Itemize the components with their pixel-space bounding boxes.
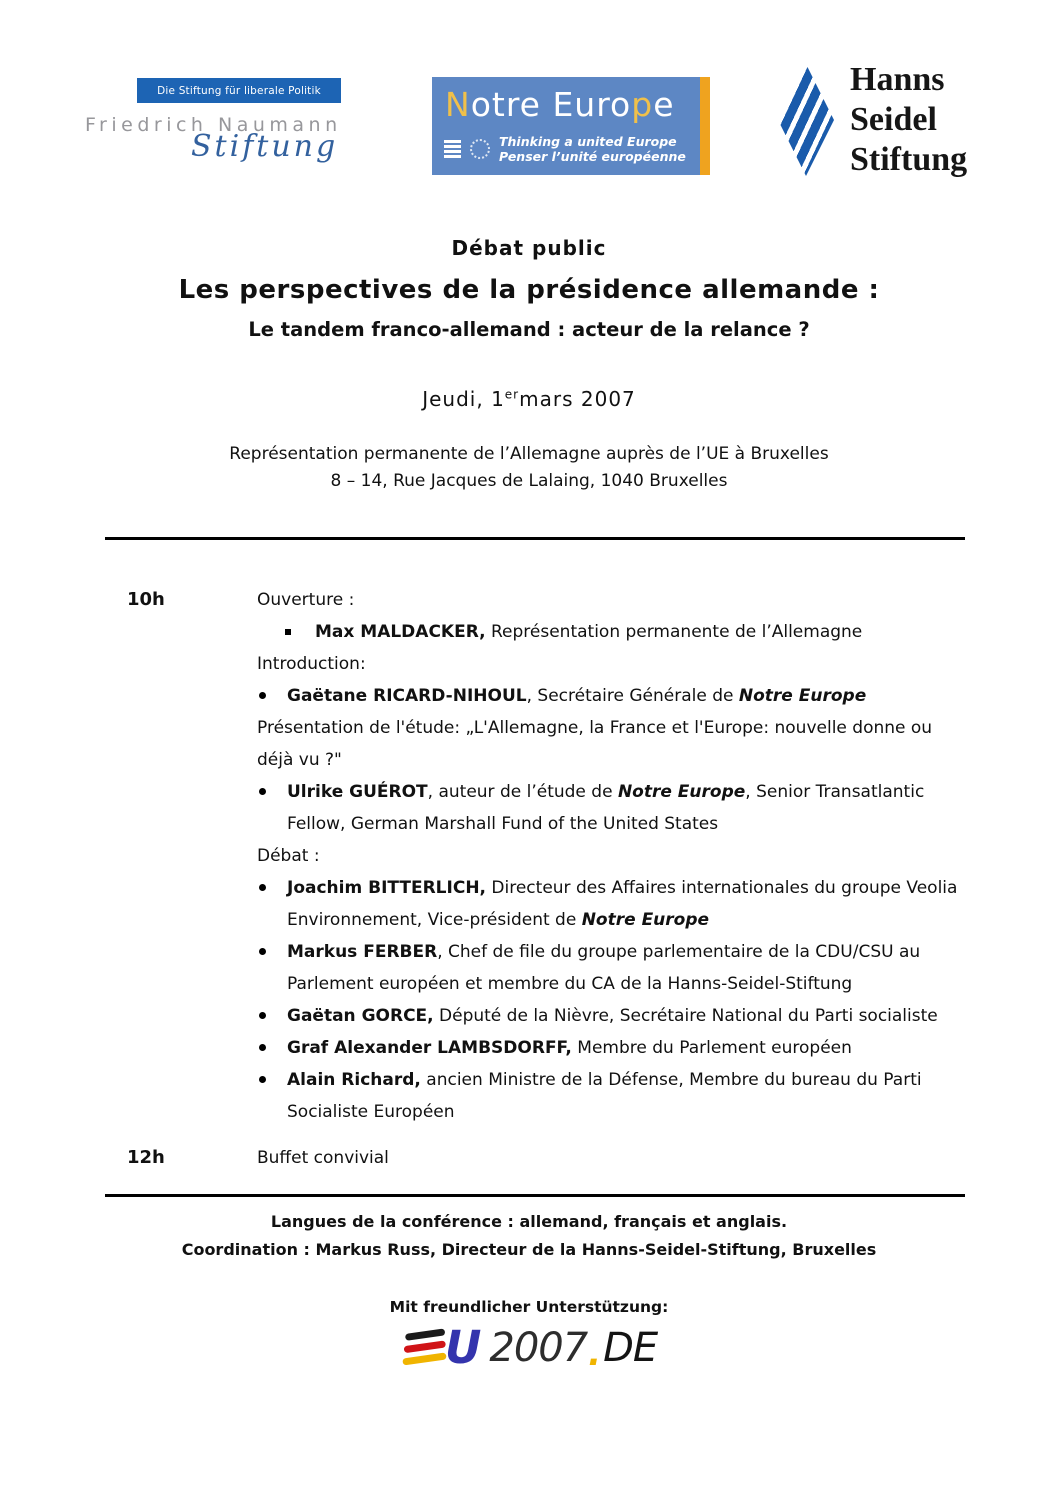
speaker-role: , auteur de l’étude de <box>427 782 618 802</box>
languages-line: Langues de la conférence : allemand, français et anglais. <box>270 1212 788 1231</box>
speaker-lambsdorff <box>257 1032 962 1064</box>
speaker-role: Membre du Parlement européen <box>571 1038 852 1058</box>
speaker-gorce <box>257 1000 962 1032</box>
round-bullet-icon <box>259 788 266 795</box>
fns-name: Friedrich Naumann <box>85 114 342 136</box>
notre-europe-logo <box>432 77 710 175</box>
speaker-name: Joachim BITTERLICH, <box>287 878 487 898</box>
speaker-name: Graf Alexander LAMBSDORFF, <box>287 1038 572 1058</box>
logo-band <box>0 0 1058 182</box>
eu2007-year: 2007 <box>489 1325 588 1371</box>
lines-icon <box>444 140 461 159</box>
speaker-name: Alain Richard, <box>287 1070 421 1090</box>
notre-europe-wordmark <box>445 85 675 124</box>
top-divider <box>105 537 965 540</box>
round-bullet-icon <box>259 948 266 955</box>
eu2007-u-letter: U <box>444 1320 482 1374</box>
speaker-org: Notre Europe <box>581 910 710 930</box>
date-rest: mars 2007 <box>519 387 636 411</box>
hss-line3: Stiftung <box>850 141 968 178</box>
speaker-role2: , Senior Transatlantic Fellow, German Marshall Fund of the United States <box>287 782 925 834</box>
ne-tagline-en: Thinking a united Europe <box>499 134 677 149</box>
date-main: Jeudi, 1 <box>422 387 505 411</box>
speaker-name: Gaëtan GORCE, <box>287 1006 434 1026</box>
speaker-ricard-nihoul <box>257 680 962 712</box>
venue-line1: Représentation permanente de l’Allemagne auprès de l’UE à Bruxelles <box>229 444 829 464</box>
round-bullet-icon <box>259 692 266 699</box>
schedule <box>0 584 1058 1174</box>
hss-diamond-icon <box>778 64 834 176</box>
time-label-12h: 12h <box>127 1147 165 1168</box>
speaker-guerot <box>257 776 962 840</box>
hss-line2: Seidel <box>850 101 937 138</box>
speaker-maldacker <box>257 616 962 648</box>
round-bullet-icon <box>259 1012 266 1019</box>
speaker-ferber <box>257 936 962 1000</box>
page-title: Les perspectives de la présidence allemande : <box>178 275 880 305</box>
ne-end: e <box>653 85 675 124</box>
speaker-role: Représentation permanente de l’Allemagne <box>485 622 863 642</box>
friedrich-naumann-logo <box>85 72 350 172</box>
ne-tagline-fr: Penser l’unité européenne <box>499 149 686 164</box>
venue-block <box>0 441 1058 495</box>
coordination-line: Coordination : Markus Russ, Directeur de la Hanns-Seidel-Stiftung, Bruxelles <box>181 1240 877 1259</box>
speaker-org: Notre Europe <box>617 782 746 802</box>
speaker-role: Directeur des Affaires internationales du groupe Veolia Environnement, Vice-président de <box>287 878 958 930</box>
speaker-role: Député de la Nièvre, Secrétaire National du Parti socialiste <box>433 1006 938 1026</box>
eu2007-dot: . <box>588 1334 602 1374</box>
eu-stars-circle-icon <box>470 139 490 159</box>
schedule-row-12h <box>127 1142 1058 1174</box>
fns-tagline: Die Stiftung für liberale Politik <box>157 84 321 97</box>
support-caption: Mit freundlicher Unterstützung: <box>389 1298 669 1316</box>
ne-mid: otre Euro <box>470 85 632 124</box>
fns-stiftung: Stiftung <box>191 129 339 164</box>
square-bullet-icon <box>285 629 291 635</box>
speaker-name: Gaëtane RICARD-NIHOUL <box>287 686 527 706</box>
hanns-seidel-logo <box>778 58 990 182</box>
bottom-divider <box>105 1194 965 1197</box>
ouverture-heading: Ouverture : <box>257 590 355 610</box>
speaker-role: , Chef de file du groupe parlementaire de la CDU/CSU au Parlement européen et membre du CA de la Hanns-Seidel-Stiftung <box>287 942 921 994</box>
speaker-name: Ulrike GUÉROT <box>287 782 428 802</box>
introduction-heading: Introduction: <box>257 654 366 674</box>
round-bullet-icon <box>259 1044 266 1051</box>
ne-accent-p: p <box>631 85 654 124</box>
schedule-row-10h <box>127 584 1058 1128</box>
page-subtitle: Le tandem franco-allemand : acteur de la relance ? <box>248 318 810 341</box>
notre-europe-gold-stripe <box>700 77 710 175</box>
speaker-role: , Secrétaire Générale de <box>526 686 739 706</box>
buffet-label: Buffet convivial <box>257 1148 389 1168</box>
speaker-bitterlich <box>257 872 962 936</box>
debat-heading: Débat : <box>257 846 320 866</box>
event-date <box>0 387 1058 411</box>
venue-line2: 8 – 14, Rue Jacques de Lalaing, 1040 Bruxelles <box>330 471 728 491</box>
session-content <box>257 584 962 1128</box>
speaker-name: Max MALDACKER, <box>315 622 486 642</box>
eu2007-de: DE <box>603 1325 658 1371</box>
eu2007-logo <box>399 1322 659 1374</box>
time-label-10h: 10h <box>127 589 165 610</box>
event-kicker: Débat public <box>451 236 607 260</box>
presentation-paragraph: Présentation de l'étude: „L'Allemagne, la France et l'Europe: nouvelle donne ou déjà vu ?" <box>257 718 933 770</box>
speaker-org: Notre Europe <box>738 686 867 706</box>
hss-line1: Hanns <box>850 61 945 98</box>
date-superscript: er <box>504 387 520 402</box>
speaker-richard <box>257 1064 962 1128</box>
round-bullet-icon <box>259 1076 266 1083</box>
speaker-role: ancien Ministre de la Défense, Membre du bureau du Parti Socialiste Européen <box>287 1070 922 1122</box>
ne-accent-n: N <box>445 85 471 124</box>
round-bullet-icon <box>259 884 266 891</box>
notre-europe-taglines <box>499 134 686 164</box>
hss-wordmark <box>850 60 967 180</box>
speaker-name: Markus FERBER <box>287 942 438 962</box>
notre-europe-subrow <box>444 134 686 164</box>
fns-tagline-bar <box>137 78 341 103</box>
